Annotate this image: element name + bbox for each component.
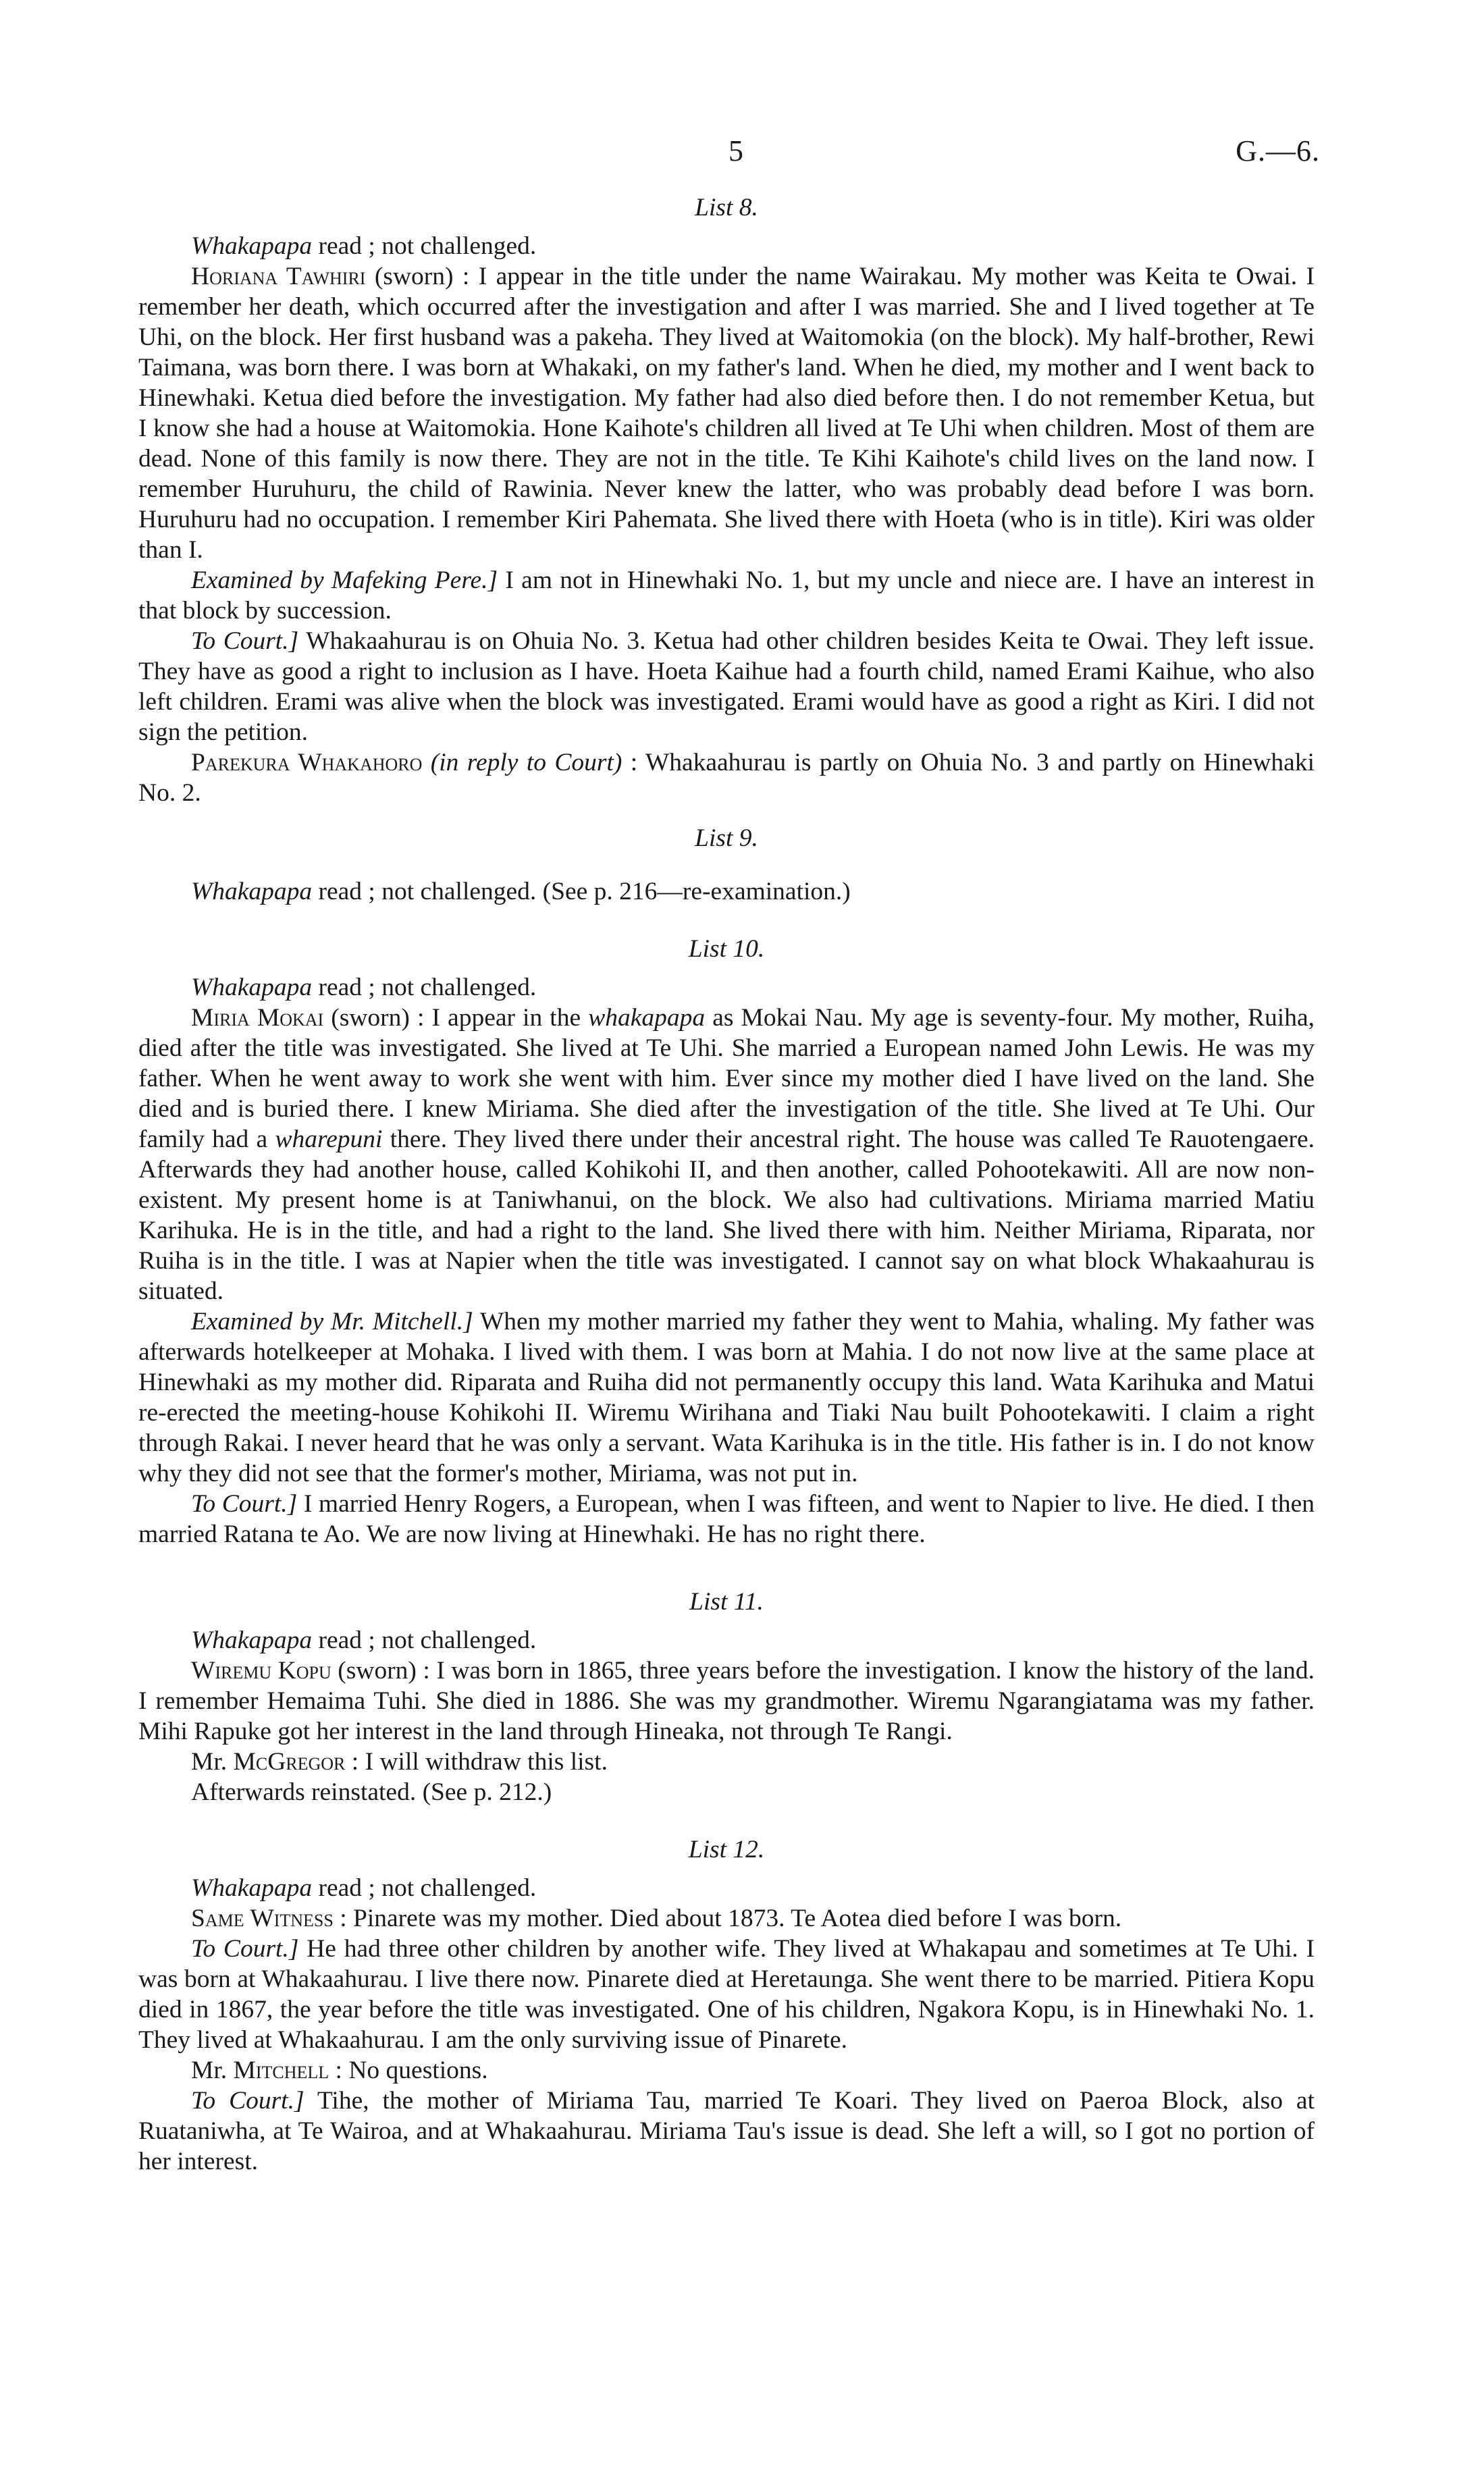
whakapapa-status: read ; not challenged. bbox=[312, 1626, 537, 1654]
court-label: To Court.] bbox=[191, 1935, 299, 1963]
whakapapa-term: Whakapapa bbox=[191, 974, 313, 1001]
counsel-prefix: Mr. bbox=[191, 2057, 234, 2084]
section-heading: List 12. bbox=[688, 1836, 765, 1863]
testimony-paragraph bbox=[138, 747, 1315, 808]
whakapapa-line bbox=[138, 972, 1315, 1003]
court-paragraph bbox=[138, 626, 1315, 747]
counsel-statement bbox=[138, 1747, 1315, 1777]
section-list-9 bbox=[138, 823, 1315, 907]
whakapapa-status: read ; not challenged. bbox=[312, 1874, 537, 1902]
witness-name: Parekura Whakahoro bbox=[191, 749, 423, 776]
testimony-text: : Pinarete was my mother. Died about 1873. Te Aotea died before I was born. bbox=[333, 1905, 1122, 1932]
section-list-8 bbox=[138, 192, 1315, 808]
document-reference: G.—6. bbox=[1236, 134, 1320, 167]
section-heading: List 10. bbox=[688, 935, 765, 963]
examination-label: Examined by Mr. Mitchell.] bbox=[191, 1308, 473, 1335]
testimony-text: (sworn) : I was born in 1865, three years before the investigation. I know the history of the land. I remember Hemaima Tuhi. She died in 1886. She was my grandmother. Wiremu Ngarangiatama was my father. Mihi Rapuke got her interest in the land through Hineaka, not through Te Rangi. bbox=[138, 1657, 1315, 1745]
whakapapa-line bbox=[138, 876, 1315, 907]
testimony-term: wharepuni bbox=[275, 1125, 383, 1153]
page-body bbox=[138, 192, 1315, 2177]
whakapapa-status: read ; not challenged. bbox=[312, 232, 537, 260]
section-heading: List 9. bbox=[695, 824, 758, 852]
section-heading: List 8. bbox=[695, 194, 758, 221]
court-paragraph bbox=[138, 1489, 1315, 1549]
witness-name: Same Witness bbox=[191, 1905, 334, 1932]
examination-label: Examined by Mafeking Pere.] bbox=[191, 566, 498, 594]
section-list-11 bbox=[138, 1587, 1315, 1807]
testimony-paragraph bbox=[138, 1655, 1315, 1747]
whakapapa-term: Whakapapa bbox=[191, 1626, 313, 1654]
whakapapa-term: Whakapapa bbox=[191, 232, 313, 260]
testimony-term: whakapapa bbox=[588, 1004, 706, 1032]
testimony-text: : Whakaahurau is partly on Ohuia No. 3 and partly on Hinewhaki No. 2. bbox=[138, 749, 1315, 807]
testimony-paragraph bbox=[138, 1903, 1315, 1934]
page-number: 5 bbox=[728, 134, 743, 167]
court-paragraph bbox=[138, 2086, 1315, 2177]
testimony-text: (sworn) : I appear in the title under the name Wairakau. My mother was Keita te Owai. I remember her death, which occurred after the investigation and after I was married. She and I lived together at Te Uhi, on the block. Her first husband was a pakeha. They lived at Waitomokia (on the block). My half-brother, Rewi Taimana, was born there. I was born at Whakaki, on my father's land. When he died, my mother and I went back to Hinewhaki. Ketua died before the investigation. My father had also died before then. I do not remember Ketua, but I know she had a house at Waitomokia. Hone Kaihote's children all lived at Te Uhi when children. Most of them are dead. None of this family is now there. They are not in the title. Te Kihi Kaihote's child lives on the land now. I remember Huruhuru, the child of Rawinia. Never knew the latter, who was probably dead before I was born. Huruhuru had no occupation. I remember Kiri Pahemata. She lived there with Hoeta (who is in title). Kiri was older than I. bbox=[138, 263, 1315, 564]
witness-name: Wiremu Kopu bbox=[191, 1657, 332, 1685]
testimony-text: (sworn) : I appear in the bbox=[323, 1004, 589, 1032]
court-label: To Court.] bbox=[191, 1490, 298, 1518]
whakapapa-term: Whakapapa bbox=[191, 878, 313, 905]
whakapapa-status: read ; not challenged. (See p. 216—re-examination.) bbox=[312, 878, 851, 905]
section-heading: List 11. bbox=[689, 1588, 764, 1616]
counsel-name: McGregor bbox=[233, 1748, 346, 1776]
court-label: To Court.] bbox=[191, 627, 299, 655]
counsel-statement bbox=[138, 2055, 1315, 2086]
court-text: He had three other children by another wife. They lived at Whakapau and sometimes at Te Uhi. I was born at Whakaahurau. I live there now. Pinarete died at Heretaunga. She went there to be married. Pitiera Kopu died in 1867, the year before the title was investigated. One of his children, Ngakora Kopu, is in Hinewhaki No. 1. They lived at Whakaahurau. I am the only surviving issue of Pinarete. bbox=[138, 1935, 1315, 2054]
counsel-name: Mitchell bbox=[233, 2057, 329, 2084]
counsel-prefix: Mr. bbox=[191, 1748, 234, 1776]
examination-paragraph bbox=[138, 1306, 1315, 1489]
court-text: I married Henry Rogers, a European, when I was fifteen, and went to Napier to live. He died. I then married Ratana te Ao. We are now living at Hinewhaki. He has no right there. bbox=[138, 1490, 1315, 1548]
testimony-paragraph bbox=[138, 261, 1315, 565]
counsel-text: : No questions. bbox=[329, 2057, 488, 2084]
testimony-text: there. They lived there under their ancestral right. The house was called Te Rauotengaere. Afterwards they had another house, called Kohikohi II, and then another, called Pohootekawiti. All are now non-existent. My present home is at Taniwhanui, on the block. We also had cultivations. Miriama married Matiu Karihuka. He is in the title, and had a right to the land. She lived there with him. Neither Miriama, Riparata, nor Ruiha is in the title. I was at Napier when the title was investigated. I cannot say on what block Whakaahurau is situated. bbox=[138, 1125, 1315, 1305]
counsel-text: : I will withdraw this list. bbox=[345, 1748, 608, 1776]
whakapapa-line bbox=[138, 1873, 1315, 1903]
court-text: Whakaahurau is on Ohuia No. 3. Ketua had other children besides Keita te Owai. They left issue. They have as good a right to inclusion as I have. Hoeta Kaihue had a fourth child, named Erami Kaihue, who also left children. Erami was alive when the block was investigated. Erami would have as good a right as Kiri. I did not sign the petition. bbox=[138, 627, 1315, 746]
section-list-12 bbox=[138, 1834, 1315, 2177]
whakapapa-line bbox=[138, 231, 1315, 261]
examination-text: I am not in Hinewhaki No. 1, but my uncle and niece are. I have an interest in that block by succession. bbox=[138, 566, 1315, 625]
examination-paragraph bbox=[138, 565, 1315, 626]
witness-name: Miria Mokai bbox=[191, 1004, 324, 1032]
whakapapa-status: read ; not challenged. bbox=[312, 974, 537, 1001]
whakapapa-line bbox=[138, 1625, 1315, 1655]
note-line: Afterwards reinstated. (See p. 212.) bbox=[191, 1778, 552, 1806]
section-list-10 bbox=[138, 934, 1315, 1549]
witness-context: (in reply to Court) bbox=[422, 749, 622, 776]
examination-text: When my mother married my father they went to Mahia, whaling. My father was afterwards hotelkeeper at Mohaka. I lived with them. I was born at Mahia. I do not now live at the same place at Hinewhaki as my mother did. Riparata and Ruiha did not permanently occupy this land. Wata Karihuka and Matui re-erected the meeting-house Kohikohi II. Wiremu Wirihana and Tiaki Nau built Pohootekawiti. I claim a right through Rakai. I never heard that he was only a servant. Wata Karihuka is in the title. His father is in. I do not know why they did not see that the former's mother, Miriama, was not put in. bbox=[138, 1308, 1315, 1487]
court-text: Tihe, the mother of Miriama Tau, married Te Koari. They lived on Paeroa Block, also at Ruataniwha, at Te Wairoa, and at Whakaahurau. Miriama Tau's issue is dead. She left a will, so I got no portion of her interest. bbox=[138, 2087, 1315, 2175]
court-label: To Court.] bbox=[191, 2087, 304, 2115]
witness-name: Horiana Tawhiri bbox=[191, 263, 366, 290]
court-paragraph bbox=[138, 1934, 1315, 2055]
testimony-paragraph bbox=[138, 1003, 1315, 1306]
whakapapa-term: Whakapapa bbox=[191, 1874, 313, 1902]
testimony-text: as Mokai Nau. My age is seventy-four. My mother, Ruiha, died after the title was investigated. She lived at Te Uhi. She married a European named John Lewis. He was my father. When he went away to work she went with him. Ever since my mother died I have lived on the land. She died and is buried there. I knew Miriama. She died after the investigation of the title. She lived at Te Uhi. Our family had a bbox=[138, 1004, 1315, 1153]
